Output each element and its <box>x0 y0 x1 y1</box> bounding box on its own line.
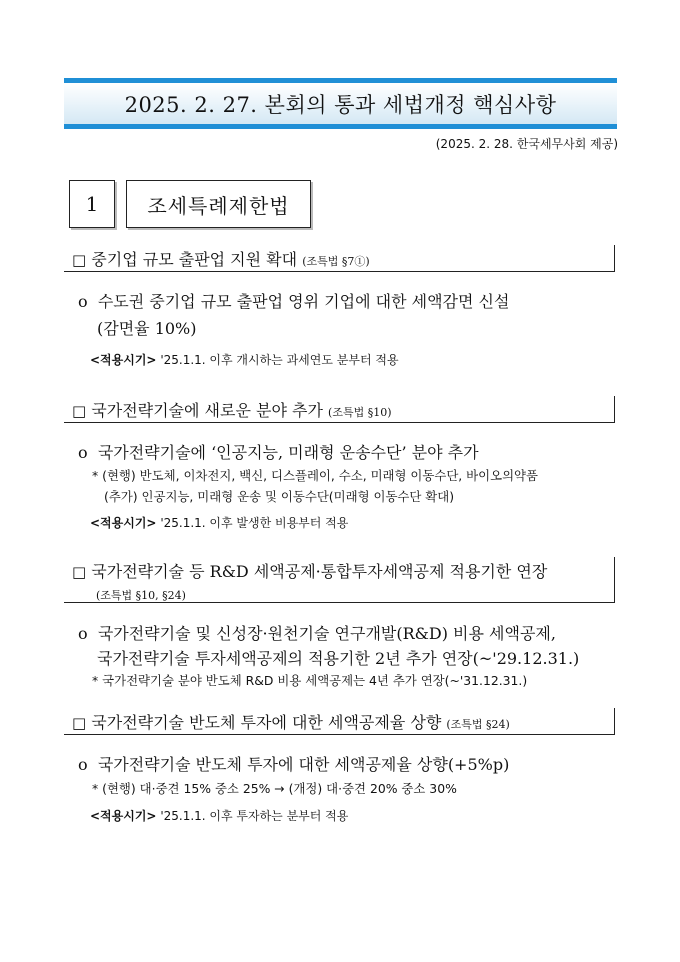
section-law-ref: (조특법 §24) <box>446 718 510 731</box>
apply-label: <적용시기> <box>90 353 157 367</box>
checkbox-square-icon: □ <box>72 714 87 732</box>
document-title: 2025. 2. 27. 본회의 통과 세법개정 핵심사항 <box>124 92 557 117</box>
apply-label: <적용시기> <box>90 516 157 530</box>
section-title: 국가전략기술 등 R&D 세액공제·통합투자세액공제 적용기한 연장 <box>91 562 548 581</box>
bullet-mark: ο <box>78 755 88 774</box>
note-line: * (현행) 대·중견 15% 중소 25% → (개정) 대·중견 20% 중소 30% <box>92 781 457 796</box>
apply-label: <적용시기> <box>90 809 157 823</box>
bullet-text: 수도권 중기업 규모 출판업 영위 기업에 대한 세액감면 신설 <box>97 292 510 311</box>
bullet-item <box>78 621 556 644</box>
section-heading <box>64 245 615 272</box>
apply-date <box>90 514 348 531</box>
chapter-number: 1 <box>69 180 115 228</box>
section-law-ref: (조특법 §7①) <box>302 255 370 268</box>
section-heading <box>64 396 615 423</box>
bullet-continuation: (감면율 10%) <box>97 319 197 338</box>
note-line: * (현행) 반도체, 이차전지, 백신, 디스플레이, 수소, 미래형 이동수단, 바이오의약품 <box>92 468 538 483</box>
apply-text: '25.1.1. 이후 개시하는 과세연도 분부터 적용 <box>160 353 399 367</box>
checkbox-square-icon: □ <box>72 563 87 581</box>
checkbox-square-icon: □ <box>72 402 87 420</box>
note-line: * 국가전략기술 분야 반도체 R&D 비용 세액공제는 4년 추가 연장(~'31.12.31.) <box>92 673 528 688</box>
bullet-text: 국가전략기술 반도체 투자에 대한 세액공제율 상향(+5%p) <box>97 755 510 774</box>
note-line: (추가) 인공지능, 미래형 운송 및 이동수단(미래형 이동수단 확대) <box>104 489 455 504</box>
bullet-item <box>78 440 479 463</box>
apply-text: '25.1.1. 이후 투자하는 분부터 적용 <box>160 809 349 823</box>
section-title: 중기업 규모 출판업 지원 확대 <box>91 250 298 269</box>
section-heading <box>64 708 615 735</box>
apply-date <box>90 807 348 824</box>
bullet-item <box>78 289 509 312</box>
section-heading <box>64 557 615 603</box>
section-law-ref: (조특법 §10, §24) <box>96 589 186 602</box>
apply-text: '25.1.1. 이후 발생한 비용부터 적용 <box>160 516 349 530</box>
bullet-text: 국가전략기술 및 신성장·원천기술 연구개발(R&D) 비용 세액공제, <box>97 624 556 643</box>
bullet-mark: ο <box>78 292 88 311</box>
bullet-mark: ο <box>78 443 88 462</box>
section-title: 국가전략기술에 새로운 분야 추가 <box>91 401 323 420</box>
apply-date <box>90 351 399 368</box>
bullet-item <box>78 752 509 775</box>
section-title: 국가전략기술 반도체 투자에 대한 세액공제율 상향 <box>91 713 442 732</box>
document-title-banner <box>64 78 617 129</box>
chapter-law-title: 조세특례제한법 <box>126 180 311 228</box>
section-law-ref: (조특법 §10) <box>328 406 392 419</box>
bullet-continuation: 국가전략기술 투자세액공제의 적용기한 2년 추가 연장(~'29.12.31.) <box>97 649 580 668</box>
bullet-mark: ο <box>78 624 88 643</box>
bullet-text: 국가전략기술에 ‘인공지능, 미래형 운송수단’ 분야 추가 <box>97 443 479 462</box>
provider-note: (2025. 2. 28. 한국세무사회 제공) <box>435 137 618 151</box>
checkbox-square-icon: □ <box>72 251 87 269</box>
